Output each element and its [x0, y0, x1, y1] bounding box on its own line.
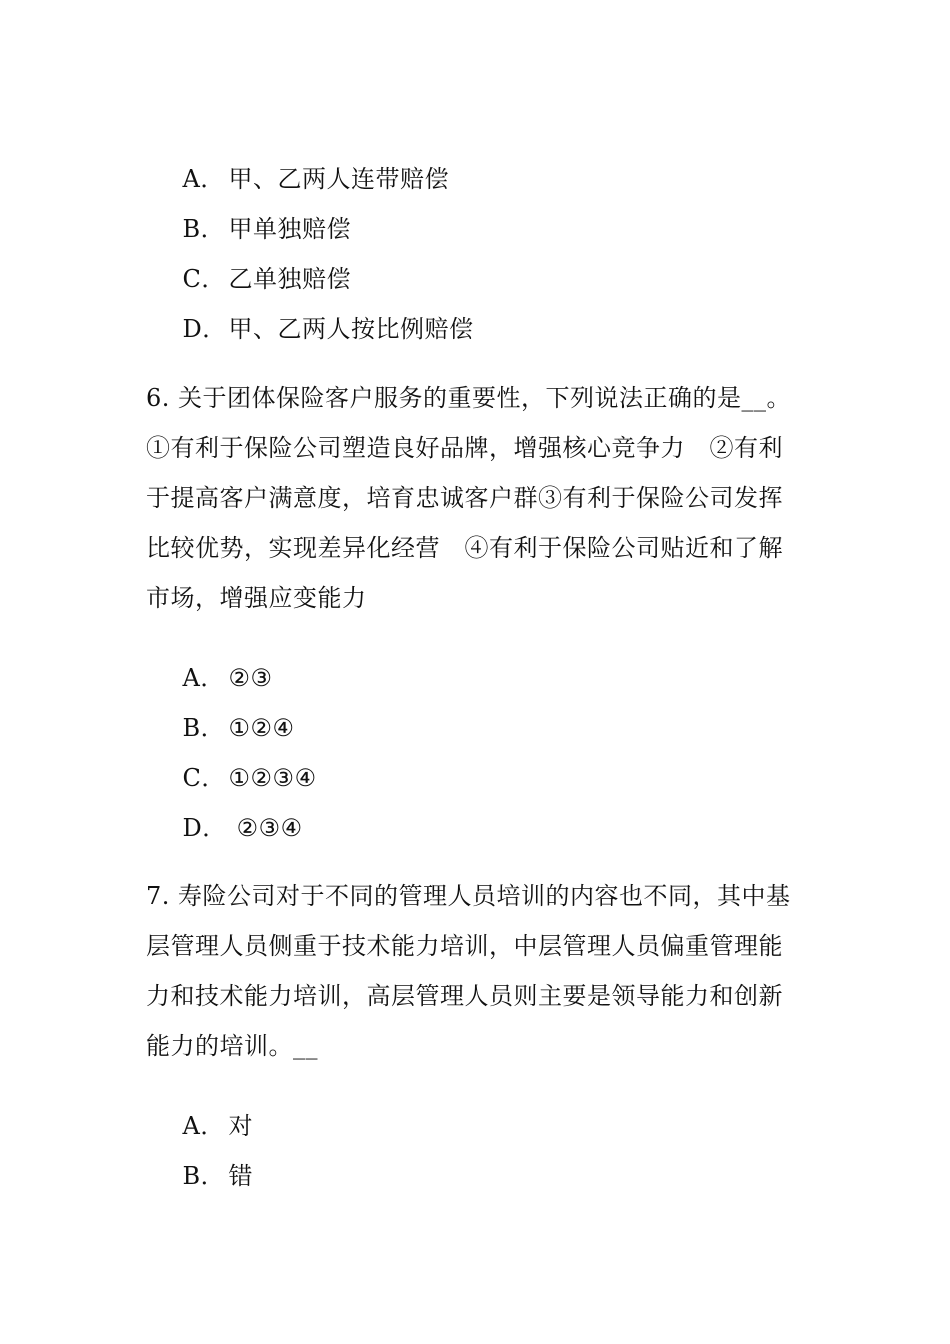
q6-stem-line-2: ①有利于保险公司塑造良好品牌，增强核心竞争力 ②有利 [146, 434, 783, 462]
q7-stem-line-2: 层管理人员侧重于技术能力培训，中层管理人员偏重管理能 [146, 932, 783, 960]
q7-stem-line-3: 力和技术能力培训，高层管理人员则主要是领导能力和创新 [146, 982, 783, 1010]
option-text: ②③ [228, 664, 273, 692]
option-letter: A． [182, 664, 225, 692]
option-text: ①②④ [228, 714, 295, 742]
option-text: 乙单独赔偿 [228, 265, 352, 293]
option-text: ②③④ [228, 814, 303, 842]
option-text: 错 [228, 1162, 254, 1190]
q6-stem-line-5: 市场，增强应变能力 [146, 584, 367, 612]
q7-stem-line-1: 7. 寿险公司对于不同的管理人员培训的内容也不同，其中基 [146, 882, 791, 910]
option-letter: C． [182, 764, 226, 792]
option-letter: B． [182, 1162, 226, 1190]
option-letter: D． [182, 814, 227, 842]
option-letter: A． [182, 165, 225, 193]
option-letter: D． [182, 315, 227, 343]
q6-stem-line-1: 6. 关于团体保险客户服务的重要性，下列说法正确的是__。 [146, 384, 792, 412]
option-text: 对 [228, 1112, 254, 1140]
option-letter: C． [182, 265, 226, 293]
q6-stem-line-4: 比较优势，实现差异化经营 ④有利于保险公司贴近和了解 [146, 534, 783, 562]
option-text: ①②③④ [228, 764, 317, 792]
q6-option-d [150, 783, 303, 873]
option-letter: B． [182, 714, 226, 742]
q7-stem-line-4: 能力的培训。__ [146, 1032, 318, 1060]
option-text: 甲、乙两人连带赔偿 [228, 165, 450, 193]
option-letter: B． [182, 215, 226, 243]
q5-option-d [150, 284, 474, 374]
q6-stem-line-3: 于提高客户满意度，培育忠诚客户群③有利于保险公司发挥 [146, 484, 783, 512]
option-text: 甲、乙两人按比例赔偿 [228, 315, 474, 343]
q7-option-b [150, 1131, 253, 1221]
option-text: 甲单独赔偿 [228, 215, 352, 243]
option-letter: A． [182, 1112, 225, 1140]
